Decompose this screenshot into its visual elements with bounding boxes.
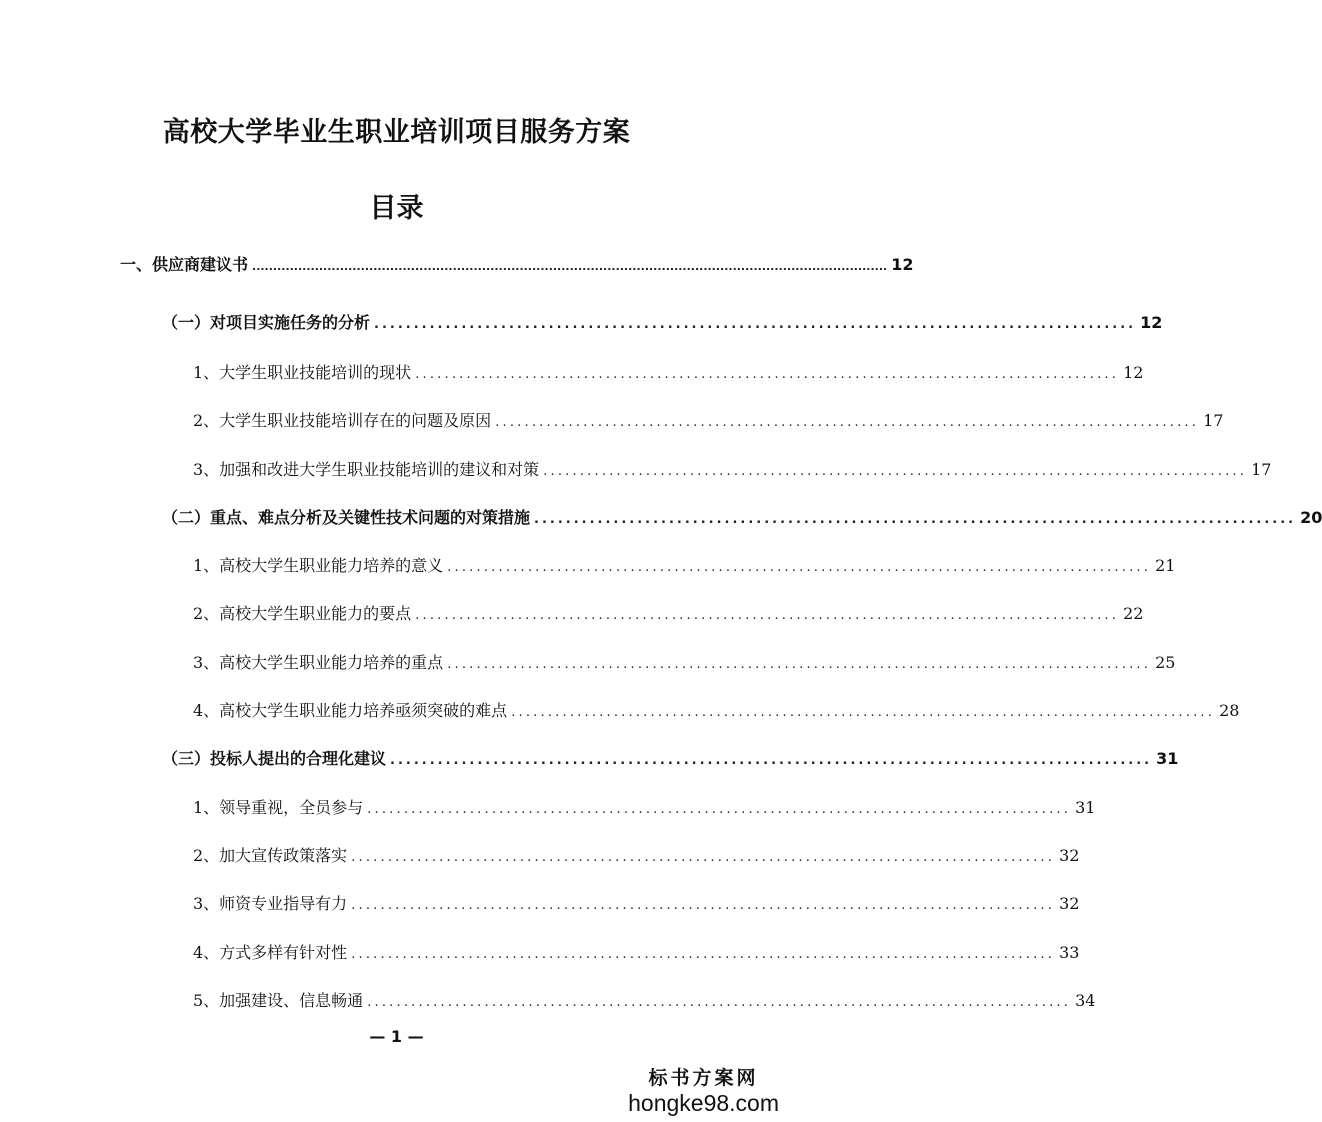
watermark-site-name: 标书方案网: [648, 1067, 759, 1089]
toc-entry[interactable]: [162, 746, 1179, 772]
toc-entry-page: 34: [1075, 991, 1096, 1010]
toc-entry-page: 17: [1251, 460, 1272, 479]
toc-entry-page: 31: [1156, 749, 1179, 768]
toc-entry-label: 1、大学生职业技能培训的现状: [193, 363, 412, 382]
toc-entry-page: 33: [1059, 943, 1080, 962]
document-title: 高校大学毕业生职业培训项目服务方案: [162, 117, 631, 148]
toc-leader-dots: ................................................................................................: [351, 898, 1056, 913]
toc-entry-page: 28: [1219, 701, 1240, 720]
toc-entry[interactable]: [193, 457, 1272, 483]
toc-leader-dots: ................................................................................................: [415, 367, 1120, 382]
toc-entry[interactable]: [193, 843, 1080, 869]
toc-heading: 目录: [369, 193, 424, 224]
toc-entry-label: 2、大学生职业技能培训存在的问题及原因: [193, 411, 492, 430]
toc-leader-dots: ................................................................................................: [447, 657, 1152, 672]
toc-entry[interactable]: [162, 505, 1322, 531]
toc-entry-page: 17: [1203, 411, 1224, 430]
toc-entry[interactable]: [193, 940, 1080, 966]
toc-leader-dots: ........................................................................................................................................................: [252, 260, 888, 273]
toc-entry-label: 1、高校大学生职业能力培养的意义: [193, 556, 444, 575]
toc-entry-label: （三）投标人提出的合理化建议: [162, 749, 387, 768]
toc-entry[interactable]: [193, 650, 1176, 676]
toc-entry-page: 32: [1059, 846, 1080, 865]
watermark-url: hongke98.com: [628, 1090, 779, 1116]
site-watermark: [628, 1066, 779, 1116]
toc-entry[interactable]: [193, 891, 1080, 917]
toc-leader-dots: ................................................................................................: [511, 705, 1216, 720]
toc-entry-label: 3、高校大学生职业能力培养的重点: [193, 653, 444, 672]
toc-entry-label: 1、领导重视，全员参与: [193, 798, 364, 817]
toc-entry[interactable]: [193, 795, 1096, 821]
toc-entry[interactable]: [120, 252, 914, 278]
toc-entry[interactable]: [193, 988, 1096, 1014]
toc-entry-label: 一、供应商建议书: [120, 255, 249, 274]
toc-leader-dots: ................................................................................................: [367, 995, 1072, 1010]
toc-leader-dots: ................................................................................................: [447, 560, 1152, 575]
toc-leader-dots: ................................................................................................: [543, 464, 1248, 479]
toc-leader-dots: ................................................................................................: [374, 317, 1137, 332]
toc-entry-label: （一）对项目实施任务的分析: [162, 313, 371, 332]
page-number: — 1 —: [369, 1027, 424, 1046]
toc-entry[interactable]: [193, 698, 1240, 724]
toc-leader-dots: ................................................................................................: [534, 512, 1297, 527]
toc-entry-page: 32: [1059, 894, 1080, 913]
toc-entry-page: 12: [1123, 363, 1144, 382]
toc-entry-label: 4、方式多样有针对性: [193, 943, 348, 962]
toc-entry-label: 2、加大宣传政策落实: [193, 846, 348, 865]
toc-entry-page: 20: [1300, 508, 1322, 527]
toc-entry-label: （二）重点、难点分析及关键性技术问题的对策措施: [162, 508, 531, 527]
toc-entry[interactable]: [193, 360, 1144, 386]
toc-leader-dots: ................................................................................................: [415, 608, 1120, 623]
toc-entry-label: 4、高校大学生职业能力培养亟须突破的难点: [193, 701, 508, 720]
toc-entry-page: 12: [891, 255, 914, 274]
toc-entry-label: 2、高校大学生职业能力的要点: [193, 604, 412, 623]
toc-leader-dots: ................................................................................................: [367, 802, 1072, 817]
toc-entry-label: 3、加强和改进大学生职业技能培训的建议和对策: [193, 460, 540, 479]
toc-entry-label: 5、加强建设、信息畅通: [193, 991, 364, 1010]
toc-entry[interactable]: [193, 408, 1224, 434]
toc-entry-page: 21: [1155, 556, 1176, 575]
toc-entry[interactable]: [193, 601, 1144, 627]
toc-leader-dots: ................................................................................................: [495, 415, 1200, 430]
toc-entry-page: 22: [1123, 604, 1144, 623]
toc-entry-page: 12: [1140, 313, 1163, 332]
toc-entry[interactable]: [162, 310, 1163, 336]
toc-entry-page: 31: [1075, 798, 1096, 817]
toc-entry-page: 25: [1155, 653, 1176, 672]
toc-entry[interactable]: [193, 553, 1176, 579]
toc-leader-dots: ................................................................................................: [351, 947, 1056, 962]
toc-leader-dots: ................................................................................................: [351, 850, 1056, 865]
toc-leader-dots: ................................................................................................: [390, 753, 1153, 768]
toc-entry-label: 3、师资专业指导有力: [193, 894, 348, 913]
